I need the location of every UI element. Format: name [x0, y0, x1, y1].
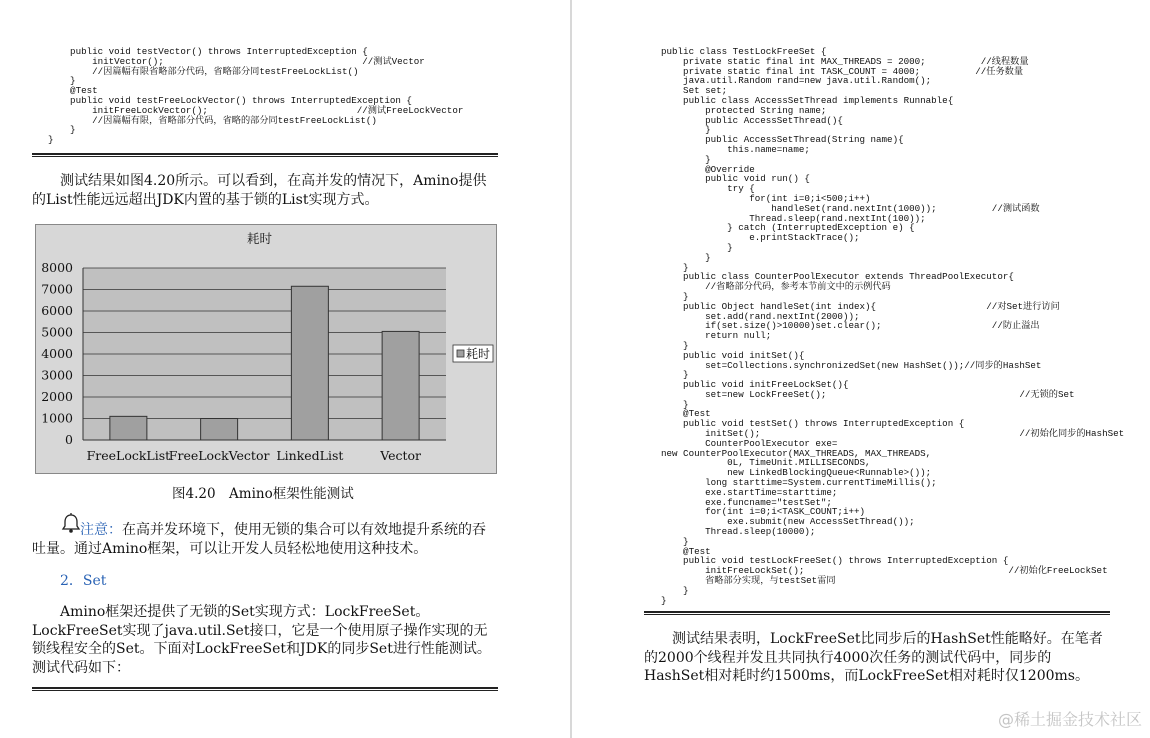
- note-label: 注意：: [80, 522, 122, 538]
- x-tick-label: FreeLockVector: [168, 448, 270, 463]
- y-tick-label: 2000: [41, 389, 73, 404]
- code-block-test-vector: public void testVector() throws InterruptedException { initVector(); //测试Vector //因篇幅有限省略部分代码，省略部分同testFreeLockList() } @Test public void testFreeLockVector() throws InterruptedException { initFreeLockVector(); //测试FreeLockVector //因篇幅有限，省略部分代码，省略的部分同testFreeLockList() } }: [48, 46, 464, 146]
- bar-FreeLockVector: [201, 419, 238, 441]
- legend-swatch: [457, 350, 464, 357]
- legend-label: 耗时: [466, 347, 491, 361]
- y-tick-label: 6000: [41, 303, 73, 318]
- code-block-test-lock-free-set: public class TestLockFreeSet { private static final int MAX_THREADS = 2000; //线程数量 private static final int TASK_COUNT = 4000; //任务数量 java.util.Random rand=new java.util.Random(); Set set; public class AccessSetThread implements Runnable{ protected String name; public AccessSetThread(){ } public AccessSetThread(String name){ this.name=name; } @Override public void run() { try { for(int i=0;i<500;i++) handleSet(rand.nextInt(1000)); //测试函数 Thread.sleep(rand.nextInt(100)); } catch (InterruptedException e) { e.printStackTrace(); } } } public class CounterPoolExecutor extends ThreadPoolExecutor{ //省略部分代码，参考本节前文中的示例代码 } public Object handleSet(int index){ //对Set进行访问 set.add(rand.nextInt(2000)); if(set.size()>10000)set.clear(); //防止溢出 return null; } public void initSet(){ set=Collections.synchronizedSet(new HashSet());//同步的HashSet } public void initFreeLockSet(){ set=new LockFreeSet(); //无锁的Set } @Test public void testSet() throws InterruptedException { initSet(); //初始化同步的HashSet CounterPoolExecutor exe= new CounterPoolExecutor(MAX_THREADS, MAX_THREADS, 0L, TimeUnit.MILLISECONDS, new LinkedBlockingQueue<Runnable>()); long starttime=System.currentTimeMillis(); exe.startTime=starttime; exe.funcname="testSet"; for(int i=0;i<TASK_COUNT;i++) exe.submit(new AccessSetThread()); Thread.sleep(10000); } @Test public void testLockFreeSet() throws InterruptedException { initFreeLockSet(); //初始化FreeLockSet 省略部分实现，与testSet雷同 } }: [661, 46, 1125, 606]
- code-top-rule: [32, 687, 498, 691]
- y-tick-label: 5000: [41, 324, 73, 340]
- paragraph-conclusion: 测试结果表明，LockFreeSet比同步后的HashSet性能略好。在笔者的2000个线程并发且共同执行4000次任务的测试代码中，同步的HashSet相对耗时约1500ms，而LockFreeSet相对耗时仅1200ms。: [644, 631, 1103, 684]
- figure-caption: 图4.20 Amino框架性能测试: [172, 486, 354, 502]
- y-tick-label: 4000: [41, 346, 73, 361]
- y-tick-label: 7000: [41, 281, 73, 297]
- section-heading-set: 2．Set: [60, 573, 107, 589]
- y-tick-label: 0: [65, 432, 73, 447]
- bar-chart-svg: [36, 225, 496, 473]
- bar-LinkedList: [291, 286, 328, 440]
- note-text: 在高并发环境下，使用无锁的集合可以有效地提升系统的吞吐量。通过Amino框架，可以让开发人员轻松地使用这种技术。: [32, 522, 486, 557]
- right-page: [572, 0, 1150, 738]
- y-tick-label: 3000: [41, 367, 73, 383]
- note-paragraph: [32, 521, 494, 558]
- watermark: @稀土掘金技术社区: [997, 710, 1142, 729]
- x-tick-label: FreeLockList: [86, 448, 171, 463]
- chart-title: 耗时: [246, 231, 273, 246]
- paragraph-result: 测试结果如图4.20所示。可以看到，在高并发的情况下，Amino提供的List性能远远超出JDK内置的基于锁的List实现方式。: [32, 173, 487, 208]
- code-bottom-rule: [32, 153, 498, 157]
- y-tick-label: 8000: [41, 260, 73, 275]
- y-tick-label: 1000: [41, 410, 73, 426]
- bar-chart: [35, 224, 497, 474]
- left-page: [0, 0, 570, 738]
- paragraph-lockfreeset: Amino框架还提供了无锁的Set实现方式：LockFreeSet。LockFreeSet实现了java.util.Set接口，它是一个使用原子操作实现的无锁线程安全的Set。下面对LockFreeSet和JDK的同步Set进行性能测试。测试代码如下：: [32, 604, 491, 676]
- x-tick-label: LinkedList: [276, 448, 344, 463]
- x-tick-label: Vector: [380, 448, 422, 463]
- code-bottom-rule-right: [644, 611, 1110, 615]
- bar-FreeLockList: [110, 416, 147, 440]
- bar-Vector: [382, 331, 419, 440]
